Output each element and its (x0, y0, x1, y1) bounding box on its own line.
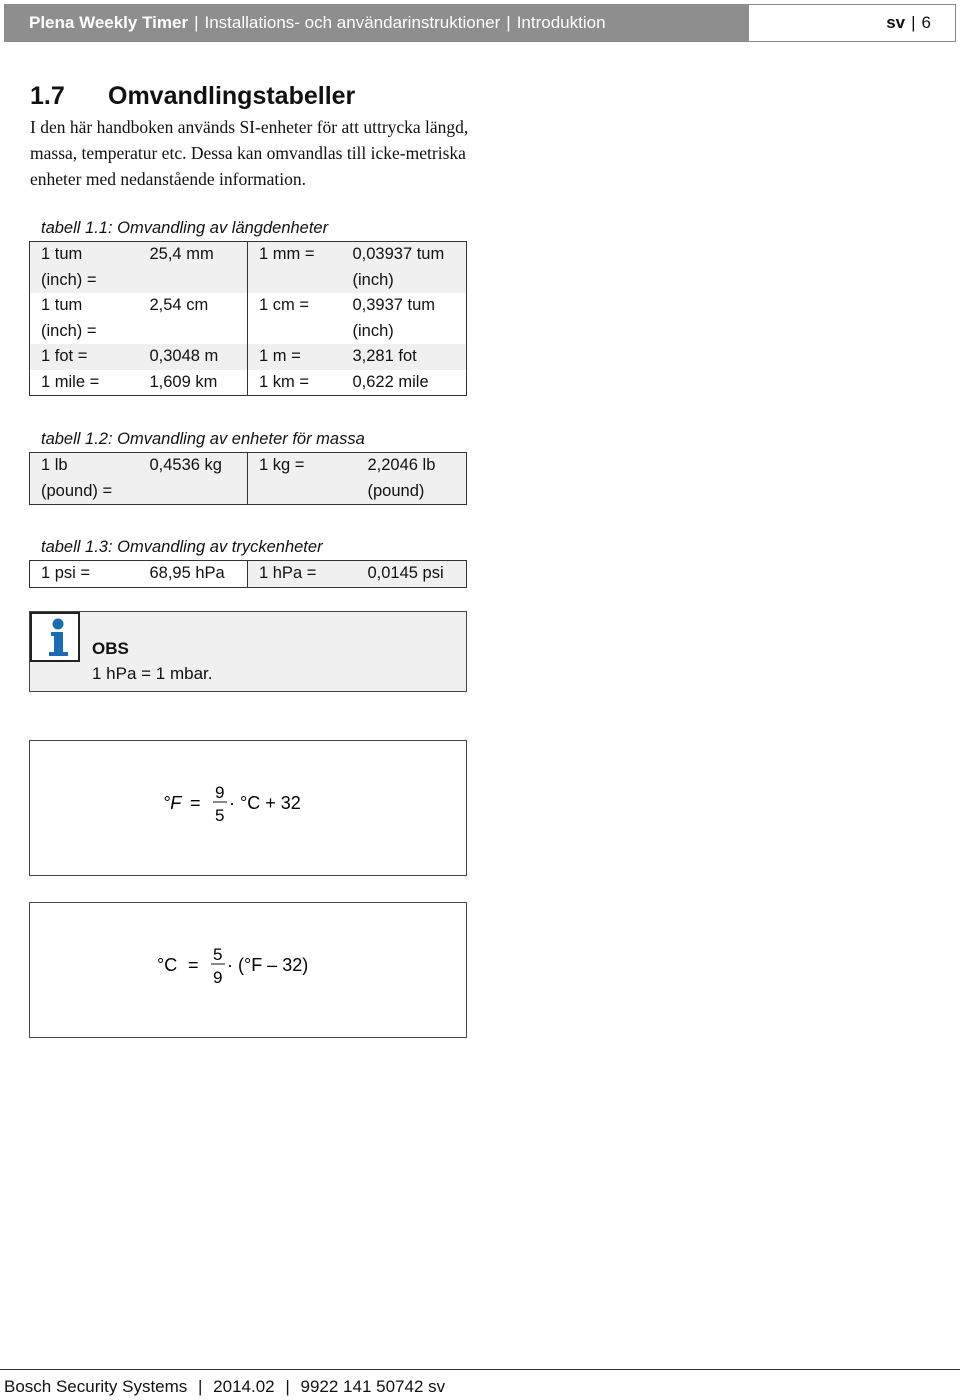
header-doc-title: Installations- och användarinstruktioner (204, 13, 501, 32)
note-box (29, 611, 467, 692)
table-cell: 1 mm = (248, 242, 342, 294)
table-row (30, 370, 467, 396)
table-cell: 1 kg = (248, 453, 357, 505)
formula-fahrenheit (29, 740, 467, 876)
table-cell: 1 m = (248, 344, 342, 370)
section-heading (30, 82, 355, 111)
section-title: Omvandlingstabeller (108, 82, 356, 110)
table-cell: 0,4536 kg (139, 453, 248, 505)
formula1-denominator: 5 (215, 806, 225, 825)
table-cell: 3,281 fot (342, 344, 467, 370)
table-cell: 1 mile = (41, 372, 100, 391)
header-page-number: 6 (921, 13, 931, 32)
table-cell: 1 psi = (41, 564, 91, 582)
header-title-bar: Plena Weekly Timer | Installations- och användarinstruktioner | Introduktion (5, 5, 749, 41)
table1-caption: tabell 1.1: Omvandling av längdenheter (41, 219, 329, 237)
formula1-numerator: 9 (215, 783, 225, 802)
info-icon (30, 612, 80, 662)
table-cell: 2,2046 lb (pound) (357, 453, 467, 505)
table-cell: 1 fot = (30, 344, 139, 370)
table-cell: 68,95 hPa (149, 564, 225, 582)
table-cell: 1 tum (inch) = (41, 296, 97, 340)
table-cell: 2,54 cm (149, 296, 209, 314)
header-section: Introduktion (516, 13, 606, 32)
intro-paragraph: I den här handboken används SI-enheter för att uttrycka längd, massa, temperatur etc. Dessa kan omvandlas till icke-metriska enheter med nedanstående information. (30, 117, 469, 189)
formula-celsius (29, 902, 467, 1038)
footer-docnum: 9922 141 50742 sv (300, 1377, 446, 1396)
table-row (30, 453, 467, 505)
table-cell: 0,3048 m (139, 344, 248, 370)
table-cell: 0,0145 psi (357, 561, 467, 588)
header-lang: sv (886, 13, 906, 32)
footer-company: Bosch Security Systems (4, 1377, 188, 1396)
formula2-lhs: °C (157, 955, 178, 975)
table-cell: 1 hPa = (248, 561, 357, 588)
formula2-denominator: 9 (213, 968, 223, 987)
table3-caption: tabell 1.3: Omvandling av tryckenheter (41, 538, 323, 556)
table-cell: 0,3937 tum (inch) (352, 296, 436, 340)
table-cell: 1 tum (inch) = (30, 242, 139, 294)
pressure-table (29, 560, 467, 588)
formula2-rhs: · (°F – 32) (227, 955, 309, 975)
table-cell: 1 km = (248, 370, 342, 396)
formula1-lhs: °F (163, 793, 182, 813)
section-number: 1.7 (30, 82, 65, 110)
page-footer: Bosch Security Systems | 2014.02 | 9922 141 50742 sv (4, 1377, 446, 1396)
table2-caption: tabell 1.2: Omvandling av enheter för massa (41, 430, 365, 448)
table-cell: 1 cm = (248, 293, 342, 344)
formula1-equals: = (190, 793, 201, 813)
table-cell: 0,03937 tum (inch) (342, 242, 467, 294)
table-row (30, 293, 467, 344)
formula2-numerator: 5 (213, 945, 223, 964)
table-row (30, 561, 467, 588)
table-cell: 25,4 mm (139, 242, 248, 294)
table-cell: 1,609 km (149, 372, 218, 391)
note-text: 1 hPa = 1 mbar. (92, 664, 213, 683)
header-product: Plena Weekly Timer (29, 13, 189, 32)
table-row (30, 344, 467, 370)
note-title: OBS (92, 639, 129, 658)
footer-date: 2014.02 (213, 1377, 275, 1396)
formula2-equals: = (188, 955, 199, 975)
formula1-rhs: · °C + 32 (229, 793, 301, 813)
footer-divider (0, 1369, 960, 1370)
header-page-info: sv | 6 (749, 5, 955, 41)
table-row (30, 242, 467, 294)
table-cell: 0,622 mile (352, 372, 429, 391)
page-header (4, 4, 956, 42)
length-table (29, 241, 467, 396)
mass-table (29, 452, 467, 505)
table-cell: 1 lb (pound) = (30, 453, 139, 505)
